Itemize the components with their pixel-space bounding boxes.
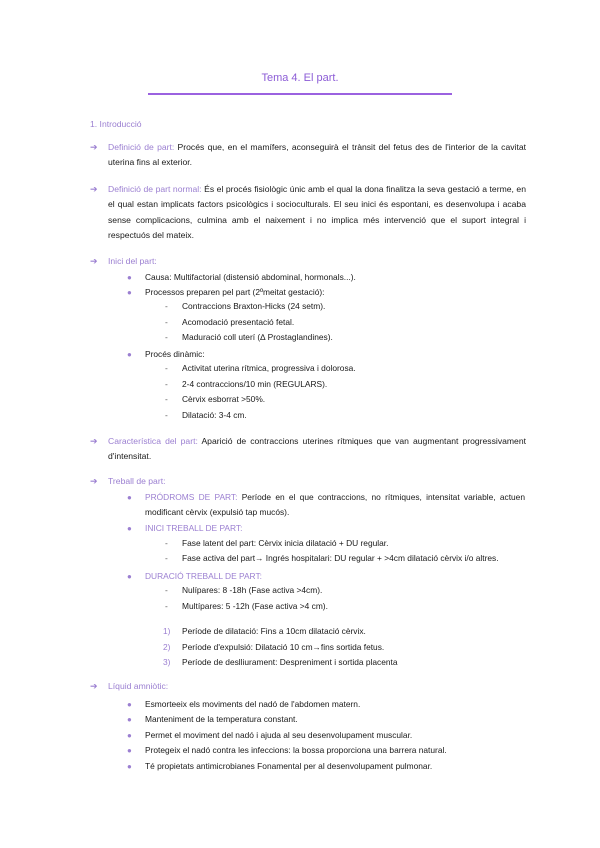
title-underline: [148, 93, 452, 95]
bullet-icon: ●: [127, 524, 132, 533]
prodroms-label: PRÓDROMS DE PART:: [145, 492, 238, 502]
caracteristica-label: Característica del part:: [108, 436, 198, 446]
dash-icon: -: [165, 301, 168, 311]
treball-label: Treball de part:: [108, 476, 166, 486]
def-part-normal-paragraph: [108, 182, 526, 243]
arrow-icon: ➔: [90, 681, 98, 691]
dash-icon: -: [165, 601, 168, 611]
processos-sub-item: Contraccions Braxton-Hicks (24 setm).: [182, 301, 326, 311]
duracio-label: DURACIÓ TREBALL DE PART:: [145, 571, 262, 581]
dinamic-item: Procés dinàmic:: [145, 349, 205, 359]
section-heading: 1. Introducció: [90, 119, 142, 129]
arrow-icon: ➔: [90, 436, 98, 446]
inici-label: Inici del part:: [108, 256, 157, 266]
liquid-label: Líquid amniòtic:: [108, 681, 169, 691]
bullet-icon: ●: [127, 288, 132, 297]
bullet-icon: ●: [127, 762, 132, 771]
dinamic-sub-item: 2-4 contraccions/10 min (REGULARS).: [182, 379, 328, 389]
periode-number: 2): [163, 642, 171, 652]
liquid-item: Esmorteeix els moviments del nadó de l'abdomen matern.: [145, 699, 361, 709]
liquid-item: Manteniment de la temperatura constant.: [145, 714, 298, 724]
periode-item: Període d'expulsió: Dilatació 10 cm→fins sortida fetus.: [182, 642, 385, 652]
dash-icon: -: [165, 553, 168, 563]
dash-icon: -: [165, 394, 168, 404]
causa-item: Causa: Multifactorial (distensió abdominal, hormonals...).: [145, 272, 356, 282]
dash-icon: -: [165, 585, 168, 595]
processos-sub-item: Maduració coll uterí (∆ Prostaglandines).: [182, 332, 333, 342]
periode-item: Període de dilatació: Fins a 10cm dilatació cèrvix.: [182, 626, 366, 636]
periode-number: 1): [163, 626, 171, 636]
bullet-icon: ●: [127, 350, 132, 359]
dinamic-sub-item: Cèrvix esborrat >50%.: [182, 394, 266, 404]
bullet-icon: ●: [127, 493, 132, 502]
bullet-icon: ●: [127, 715, 132, 724]
dash-icon: -: [165, 363, 168, 373]
bullet-icon: ●: [127, 700, 132, 709]
bullet-icon: ●: [127, 746, 132, 755]
arrow-icon: ➔: [90, 142, 98, 152]
page-title: Tema 4. El part.: [261, 72, 339, 84]
inici-treball-sub-item: Fase latent del part: Cèrvix inicia dilatació + DU regular.: [182, 538, 389, 548]
arrow-icon: ➔: [90, 476, 98, 486]
bullet-icon: ●: [127, 273, 132, 282]
def-part-paragraph: [108, 140, 526, 171]
def-part-label: Definició de part:: [108, 142, 175, 152]
processos-item: Processos preparen pel part (2ºmeitat gestació):: [145, 287, 325, 297]
arrow-icon: ➔: [90, 184, 98, 194]
prodroms-text: Període en el que contraccions, no rítmiques, intensitat variable, actuen modificant cèrvix (expulsió tap mucós).: [145, 492, 525, 518]
liquid-item: Permet el moviment del nadó i ajuda al seu desenvolupament muscular.: [145, 730, 413, 740]
def-part-normal-label: Definició de part normal:: [108, 184, 202, 194]
dinamic-sub-item: Dilatació: 3-4 cm.: [182, 410, 247, 420]
liquid-item: Protegeix el nadó contra les infeccions: la bossa proporciona una barrera natural.: [145, 745, 447, 755]
liquid-item: Té propietats antimicrobianes Fonamental per al desenvolupament pulmonar.: [145, 761, 433, 771]
inici-treball-sub-item: Fase activa del part→ Ingrés hospitalari: DU regular + >4cm dilatació cèrvix i/o altres.: [182, 553, 499, 563]
caracteristica-paragraph: [108, 434, 526, 465]
processos-sub-item: Acomodació presentació fetal.: [182, 317, 295, 327]
inici-treball-label: INICI TREBALL DE PART:: [145, 523, 243, 533]
dash-icon: -: [165, 332, 168, 342]
periode-number: 3): [163, 657, 171, 667]
dash-icon: -: [165, 379, 168, 389]
dash-icon: -: [165, 410, 168, 420]
arrow-icon: ➔: [90, 256, 98, 266]
caracteristica-text: Aparició de contraccions uterines rítmiques que van augmentant progressivament d'intensitat.: [108, 436, 526, 462]
bullet-icon: ●: [127, 731, 132, 740]
def-part-text: Procés que, en el mamífers, aconseguirà el trànsit del fetus des de l'interior de la cavitat uterina fins al exterior.: [108, 142, 526, 168]
duracio-sub-item: Multípares: 5 -12h (Fase activa >4 cm).: [182, 601, 328, 611]
dash-icon: -: [165, 317, 168, 327]
def-part-normal-text: És el procés fisiològic únic amb el qual la dona finalitza la seva gestació a terme, en el qual estan implicats factors psicològics i socioculturals. El seu inici és espontani, es desenvolupa i acaba sense complicacions, culmina amb el naixement i no implica més intervenció que el suport integral i respectuós del mateix.: [108, 184, 526, 240]
dinamic-sub-item: Activitat uterina rítmica, progressiva i dolorosa.: [182, 363, 356, 373]
dash-icon: -: [165, 538, 168, 548]
bullet-icon: ●: [127, 572, 132, 581]
prodroms-item: [145, 490, 525, 521]
duracio-sub-item: Nulípares: 8 -18h (Fase activa >4cm).: [182, 585, 323, 595]
periode-item: Període de deslliurament: Despreniment i sortida placenta: [182, 657, 398, 667]
